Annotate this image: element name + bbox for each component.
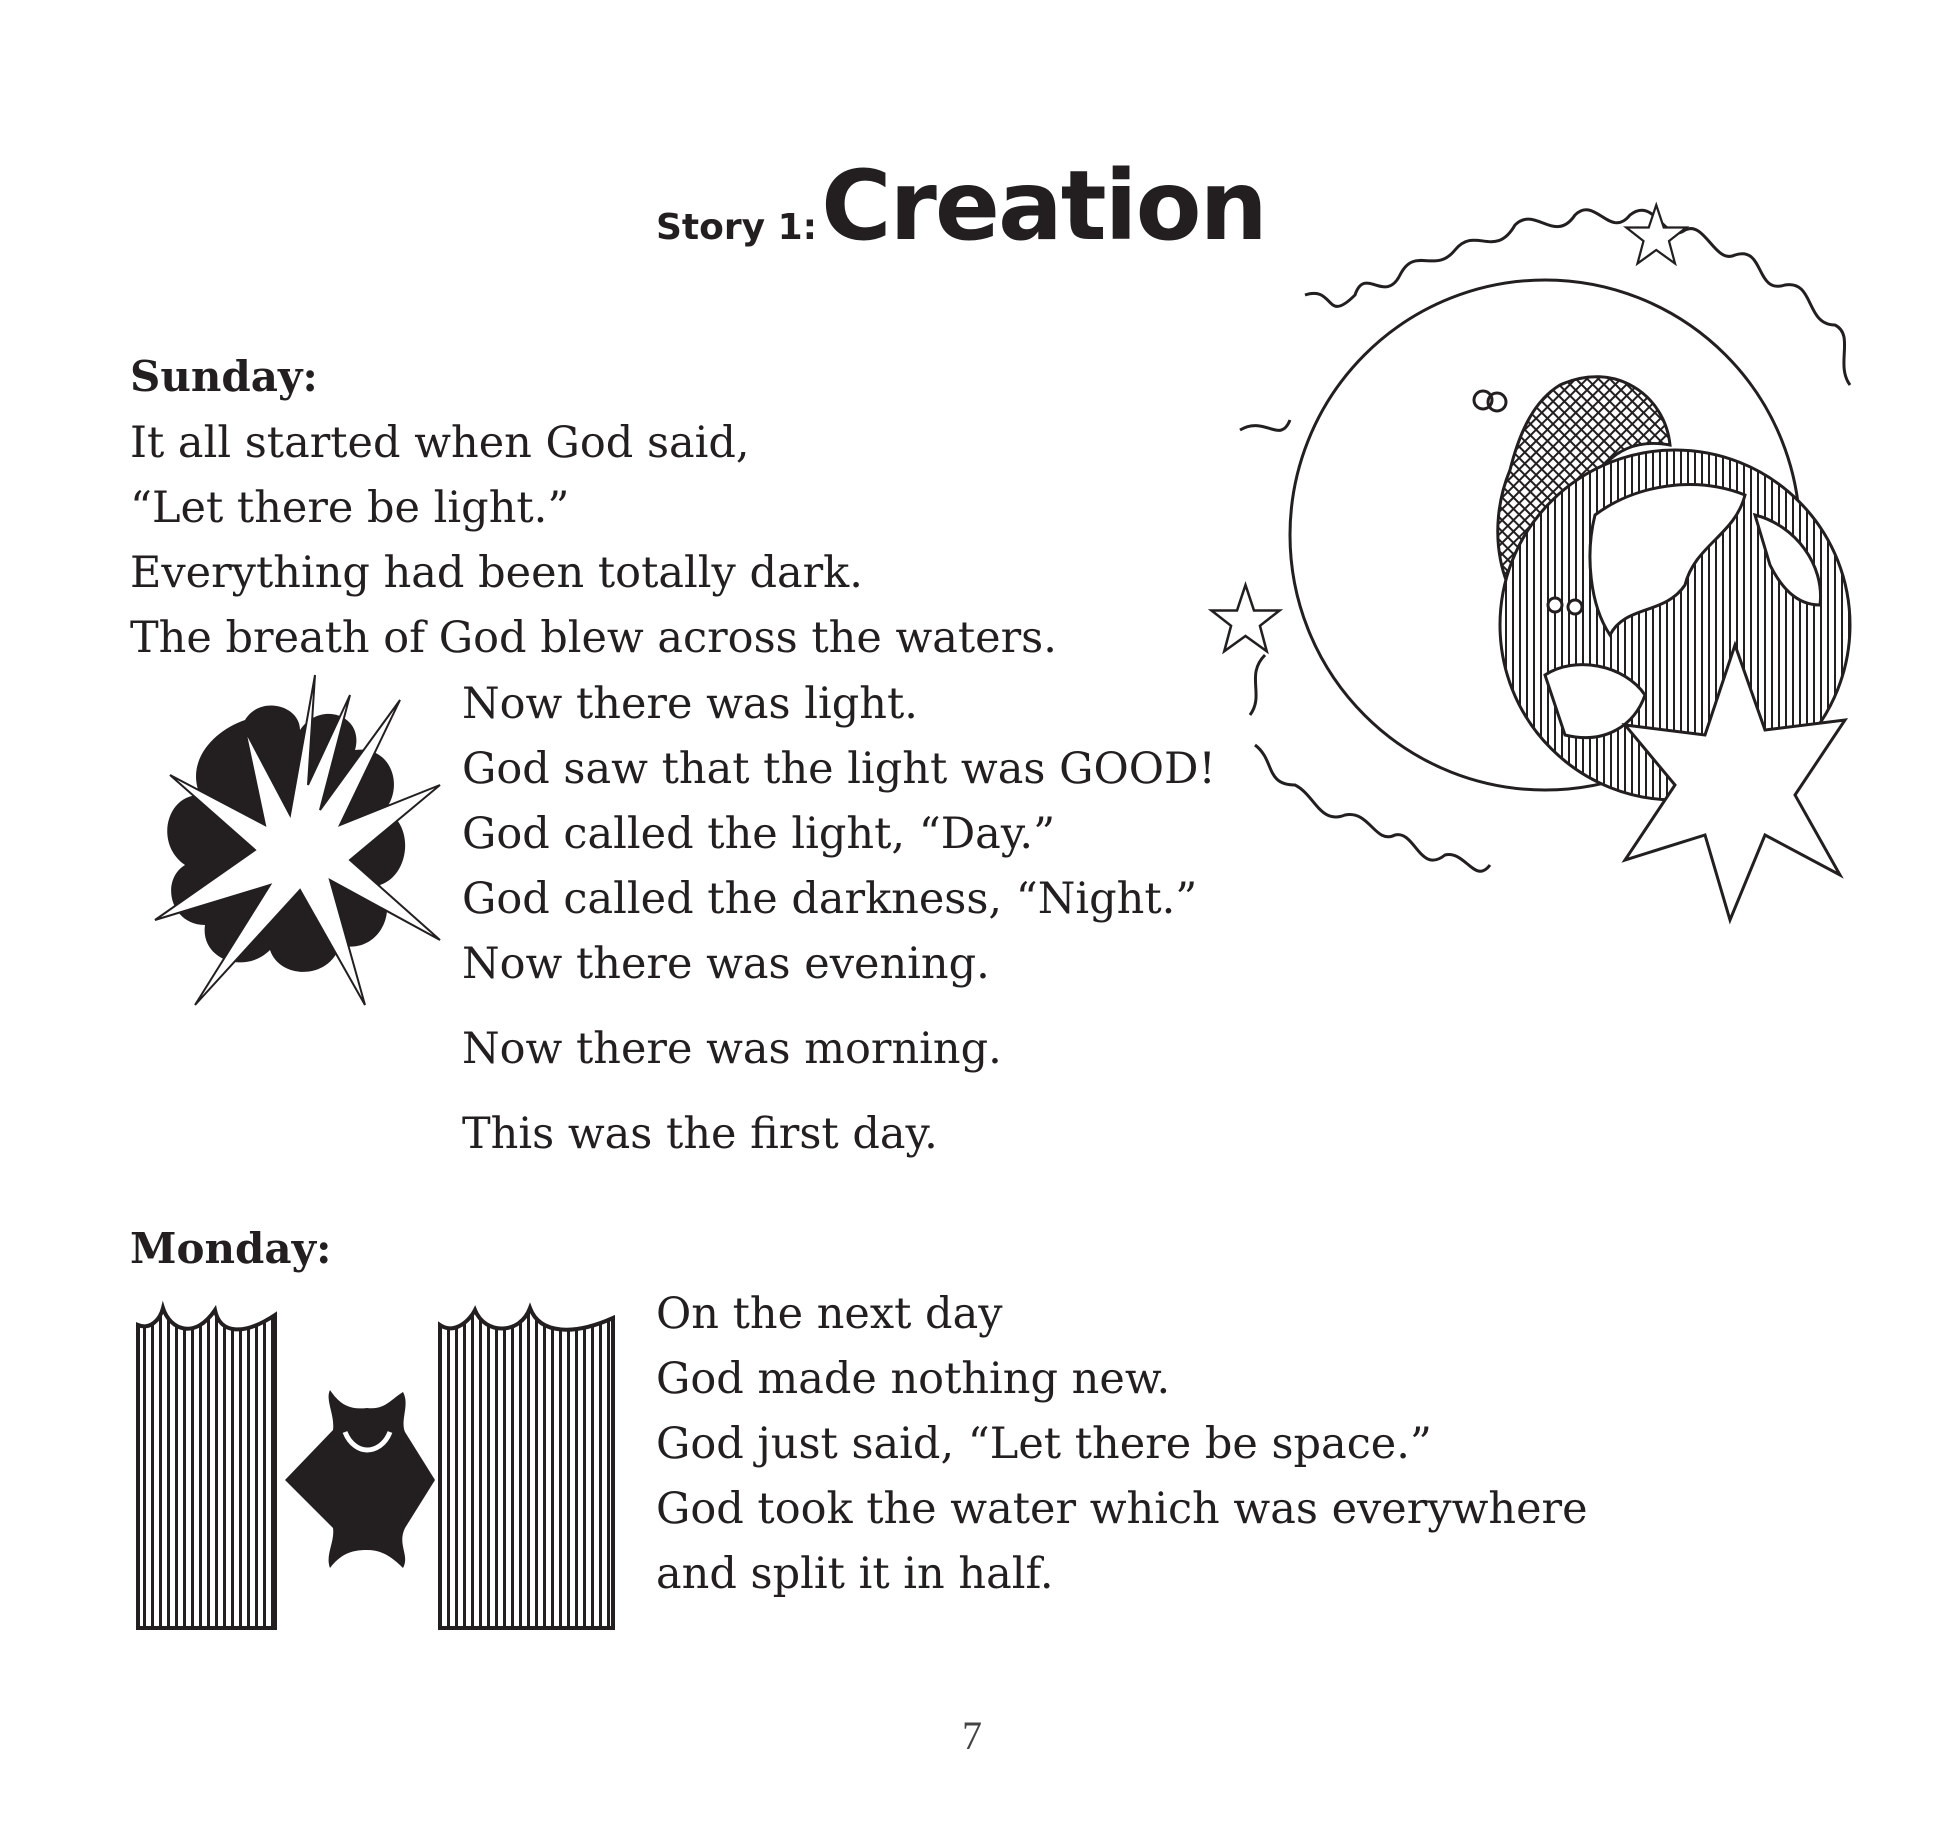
story-line: On the next day <box>656 1289 1003 1339</box>
story-line: Now there was light. <box>462 679 918 729</box>
story-line: and split it in half. <box>656 1549 1054 1599</box>
story-line: The breath of God blew across the waters. <box>130 613 1057 663</box>
story-label: Story 1: <box>656 207 818 248</box>
story-line: God took the water which was everywhere <box>656 1484 1588 1534</box>
sun-earth-moon-illustration <box>1225 185 1865 925</box>
water-split-illustration <box>135 1300 625 1630</box>
story-line: God called the light, “Day.” <box>462 809 1056 859</box>
story-title: Creation <box>821 150 1266 262</box>
story-line: This was the first day. <box>462 1109 938 1159</box>
page-number: 7 <box>962 1713 982 1758</box>
story-line: God just said, “Let there be space.” <box>656 1419 1432 1469</box>
story-line: Now there was evening. <box>462 939 990 989</box>
story-line: God called the darkness, “Night.” <box>462 874 1198 924</box>
light-burst-illustration <box>150 675 450 1005</box>
story-line: It all started when God said, <box>130 418 750 468</box>
sunday-heading: Sunday: <box>130 352 318 401</box>
monday-heading: Monday: <box>130 1224 332 1273</box>
story-line: Now there was morning. <box>462 1024 1002 1074</box>
story-line: God made nothing new. <box>656 1354 1171 1404</box>
story-line: “Let there be light.” <box>130 483 570 533</box>
story-line: Everything had been totally dark. <box>130 548 863 598</box>
story-line: God saw that the light was GOOD! <box>462 744 1216 794</box>
page-title <box>656 150 1266 262</box>
